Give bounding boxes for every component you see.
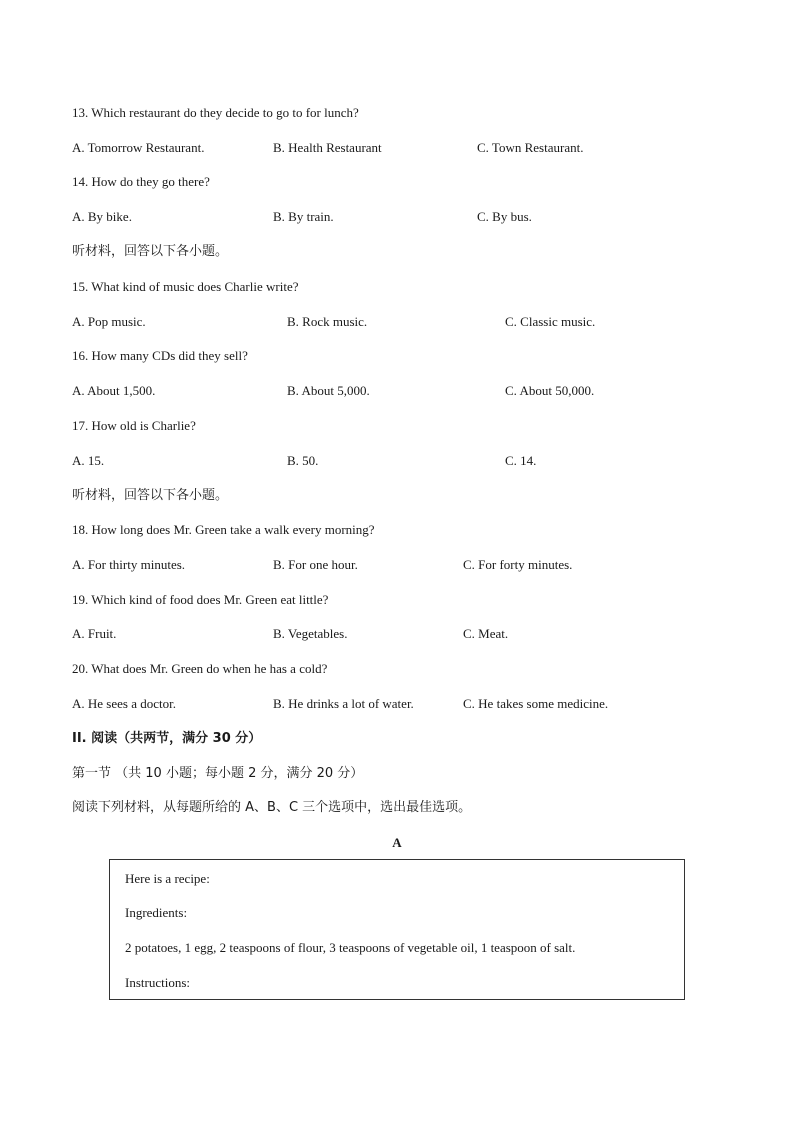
question-17-option-b: B. 50. <box>287 453 319 468</box>
question-16-option-a: A. About 1,500. <box>72 383 156 398</box>
question-19-option-a: A. Fruit. <box>72 626 117 641</box>
question-20-option-b: B. He drinks a lot of water. <box>273 696 414 711</box>
question-13-option-a: A. Tomorrow Restaurant. <box>72 140 205 155</box>
question-20-stem: 20. What does Mr. Green do when he has a cold? <box>72 661 328 676</box>
question-19-option-b: B. Vegetables. <box>273 626 348 641</box>
question-17-option-a: A. 15. <box>72 453 105 468</box>
section-title: II. 阅读（共两节，满分 30 分） <box>72 731 262 746</box>
question-17-stem: 17. How old is Charlie? <box>72 418 196 433</box>
question-13-option-b: B. Health Restaurant <box>273 140 382 155</box>
question-14-option-a: A. By bike. <box>72 209 132 224</box>
recipe-ingredients-label: Ingredients: <box>125 905 188 920</box>
question-19-option-c: C. Meat. <box>463 626 509 641</box>
recipe-intro: Here is a recipe: <box>125 871 210 886</box>
part-title: 第一节 （共 10 小题；每小题 2 分，满分 20 分） <box>72 766 364 781</box>
listening-instruction-2: 听材料，回答以下各小题。 <box>72 488 229 503</box>
question-16-stem: 16. How many CDs did they sell? <box>72 348 248 363</box>
question-15-option-a: A. Pop music. <box>72 314 146 329</box>
recipe-instructions-label: Instructions: <box>125 975 190 990</box>
reading-instruction: 阅读下列材料，从每题所给的 A、B、C 三个选项中，选出最佳选项。 <box>72 800 472 815</box>
listening-instruction-1: 听材料，回答以下各小题。 <box>72 244 229 259</box>
passage-label: A <box>392 835 402 850</box>
question-18-option-b: B. For one hour. <box>273 557 358 572</box>
recipe-ingredients: 2 potatoes, 1 egg, 2 teaspoons of flour, 3 teaspoons of vegetable oil, 1 teaspoon of salt. <box>125 940 576 955</box>
question-18-option-c: C. For forty minutes. <box>463 557 573 572</box>
question-19-stem: 19. Which kind of food does Mr. Green eat little? <box>72 592 329 607</box>
question-15-option-c: C. Classic music. <box>505 314 596 329</box>
question-14-stem: 14. How do they go there? <box>72 174 210 189</box>
question-15-option-b: B. Rock music. <box>287 314 368 329</box>
question-18-option-a: A. For thirty minutes. <box>72 557 186 572</box>
recipe-box <box>109 859 685 1000</box>
question-14-option-c: C. By bus. <box>477 209 532 224</box>
question-14-option-b: B. By train. <box>273 209 334 224</box>
question-20-option-a: A. He sees a doctor. <box>72 696 176 711</box>
question-17-option-c: C. 14. <box>505 453 537 468</box>
question-16-option-b: B. About 5,000. <box>287 383 370 398</box>
question-13-stem: 13. Which restaurant do they decide to go to for lunch? <box>72 105 359 120</box>
question-15-stem: 15. What kind of music does Charlie write? <box>72 279 299 294</box>
question-20-option-c: C. He takes some medicine. <box>463 696 609 711</box>
question-13-option-c: C. Town Restaurant. <box>477 140 584 155</box>
question-18-stem: 18. How long does Mr. Green take a walk every morning? <box>72 522 375 537</box>
question-16-option-c: C. About 50,000. <box>505 383 595 398</box>
